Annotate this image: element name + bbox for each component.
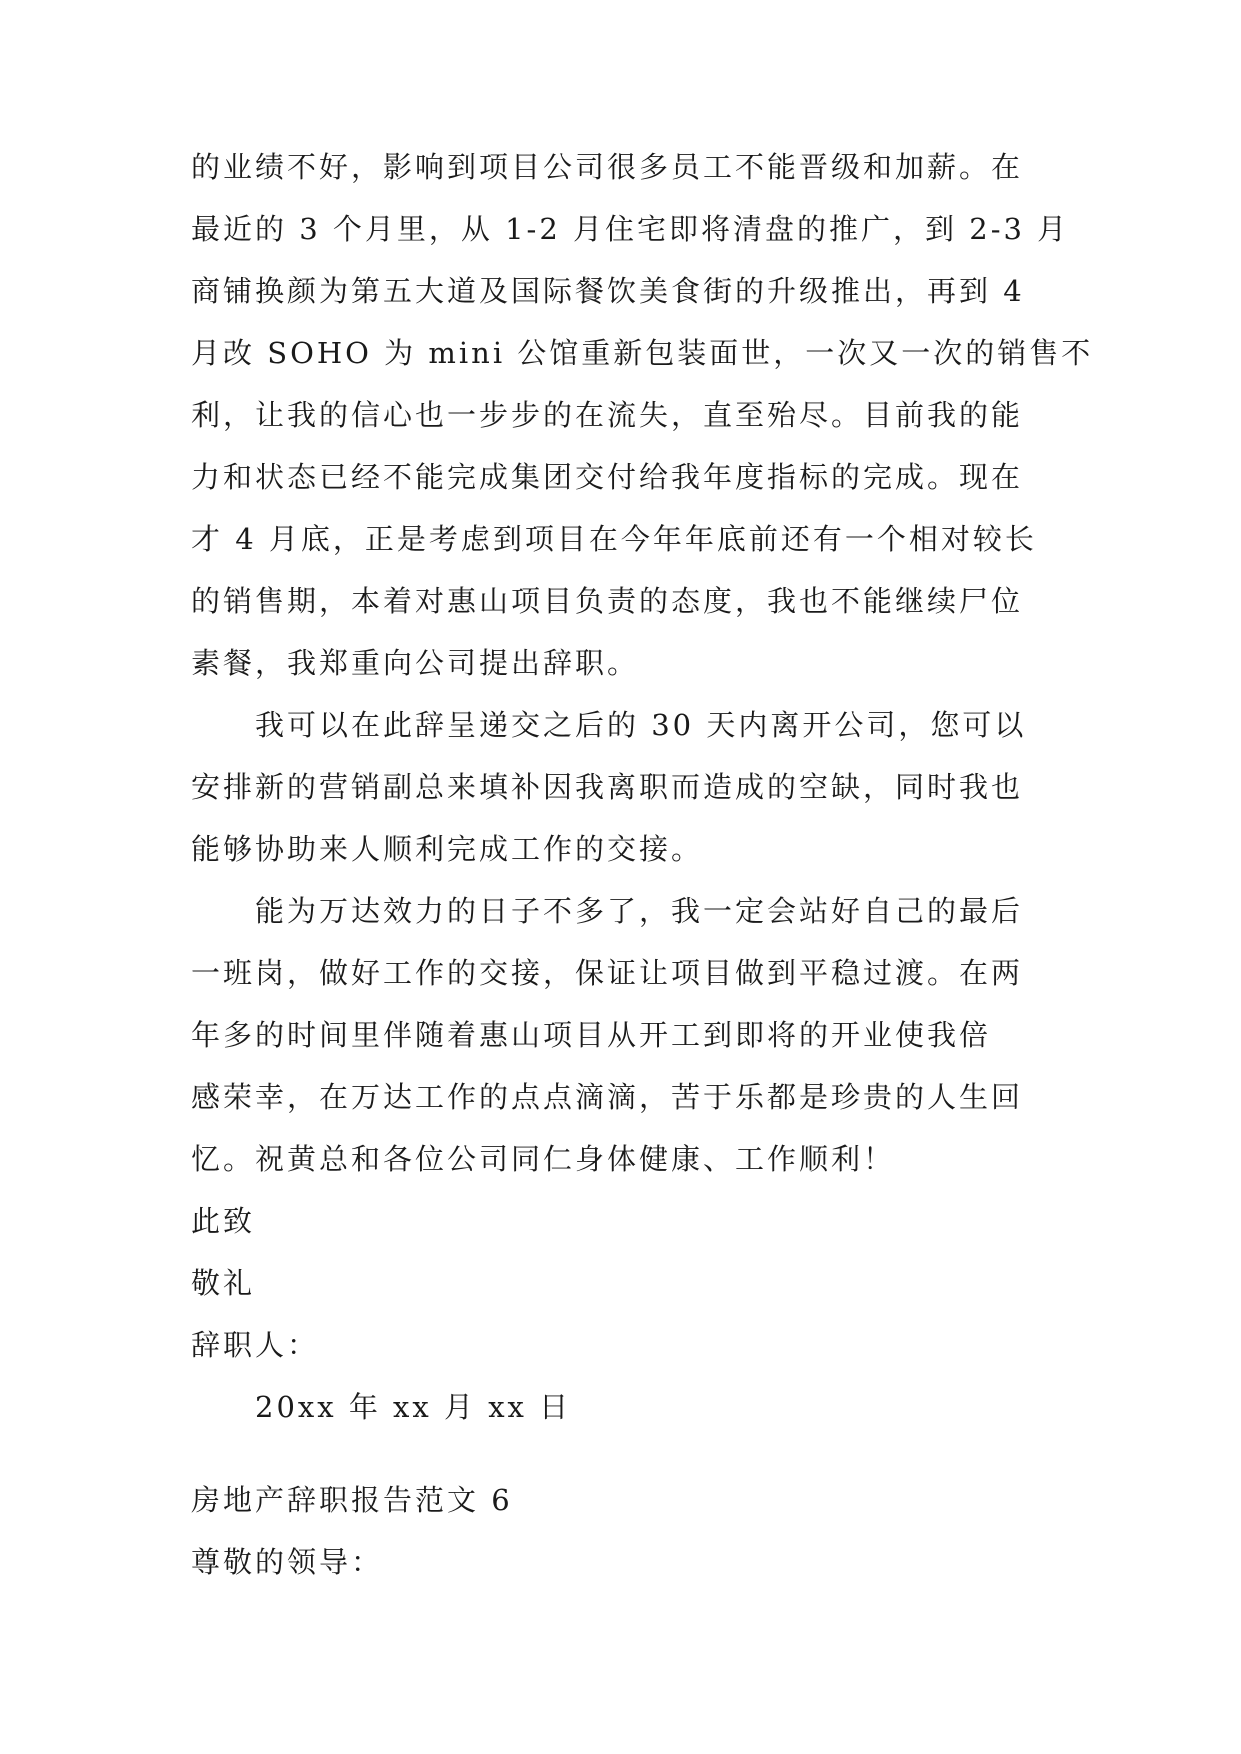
text-line: 能够协助来人顺利完成工作的交接。 [191,832,704,866]
text-line: 才 4 月底，正是考虑到项目在今年年底前还有一个相对较长 [191,522,1037,556]
closing-block [191,1190,1051,1438]
text-line: 商铺换颜为第五大道及国际餐饮美食街的升级推出，再到 4 [191,274,1025,308]
text-line: 最近的 3 个月里，从 1-2 月住宅即将清盘的推广，到 2-3 月 [191,212,1070,246]
section-greeting: 尊敬的领导： [191,1545,384,1579]
text-line: 一班岗，做好工作的交接，保证让项目做到平稳过渡。在两 [191,956,1024,990]
text-line: 我可以在此辞呈递交之后的 30 天内离开公司，您可以 [255,708,1027,742]
text-line: 的销售期，本着对惠山项目负责的态度，我也不能继续尸位 [191,584,1024,618]
text-line: 素餐，我郑重向公司提出辞职。 [191,646,640,680]
text-line: 的业绩不好，影响到项目公司很多员工不能晋级和加薪。在 [191,150,1024,184]
text-line: 月改 SOHO 为 mini 公馆重新包装面世，一次又一次的销售不 [191,336,1094,370]
text-line: 能为万达效力的日子不多了，我一定会站好自己的最后 [255,894,1024,928]
text-line: 年多的时间里伴随着惠山项目从开工到即将的开业使我倍 [191,1018,992,1052]
text-line: 安排新的营销副总来填补因我离职而造成的空缺，同时我也 [191,770,1024,804]
signature-label: 辞职人： [191,1328,320,1362]
next-section [191,1469,1051,1593]
date-line: 20xx 年 xx 月 xx 日 [255,1390,572,1424]
text-line: 利，让我的信心也一步步的在流失，直至殆尽。目前我的能 [191,398,1024,432]
paragraph-2 [191,694,1051,880]
closing-regards: 敬礼 [191,1266,256,1300]
paragraph-1 [191,136,1094,694]
paragraph-3 [191,880,1051,1190]
closing-salutation: 此致 [191,1204,256,1238]
section-title: 房地产辞职报告范文 6 [191,1483,513,1517]
text-line: 力和状态已经不能完成集团交付给我年度指标的完成。现在 [191,460,1024,494]
text-line: 感荣幸，在万达工作的点点滴滴，苦于乐都是珍贵的人生回 [191,1080,1024,1114]
text-line: 忆。祝黄总和各位公司同仁身体健康、工作顺利！ [191,1142,896,1176]
